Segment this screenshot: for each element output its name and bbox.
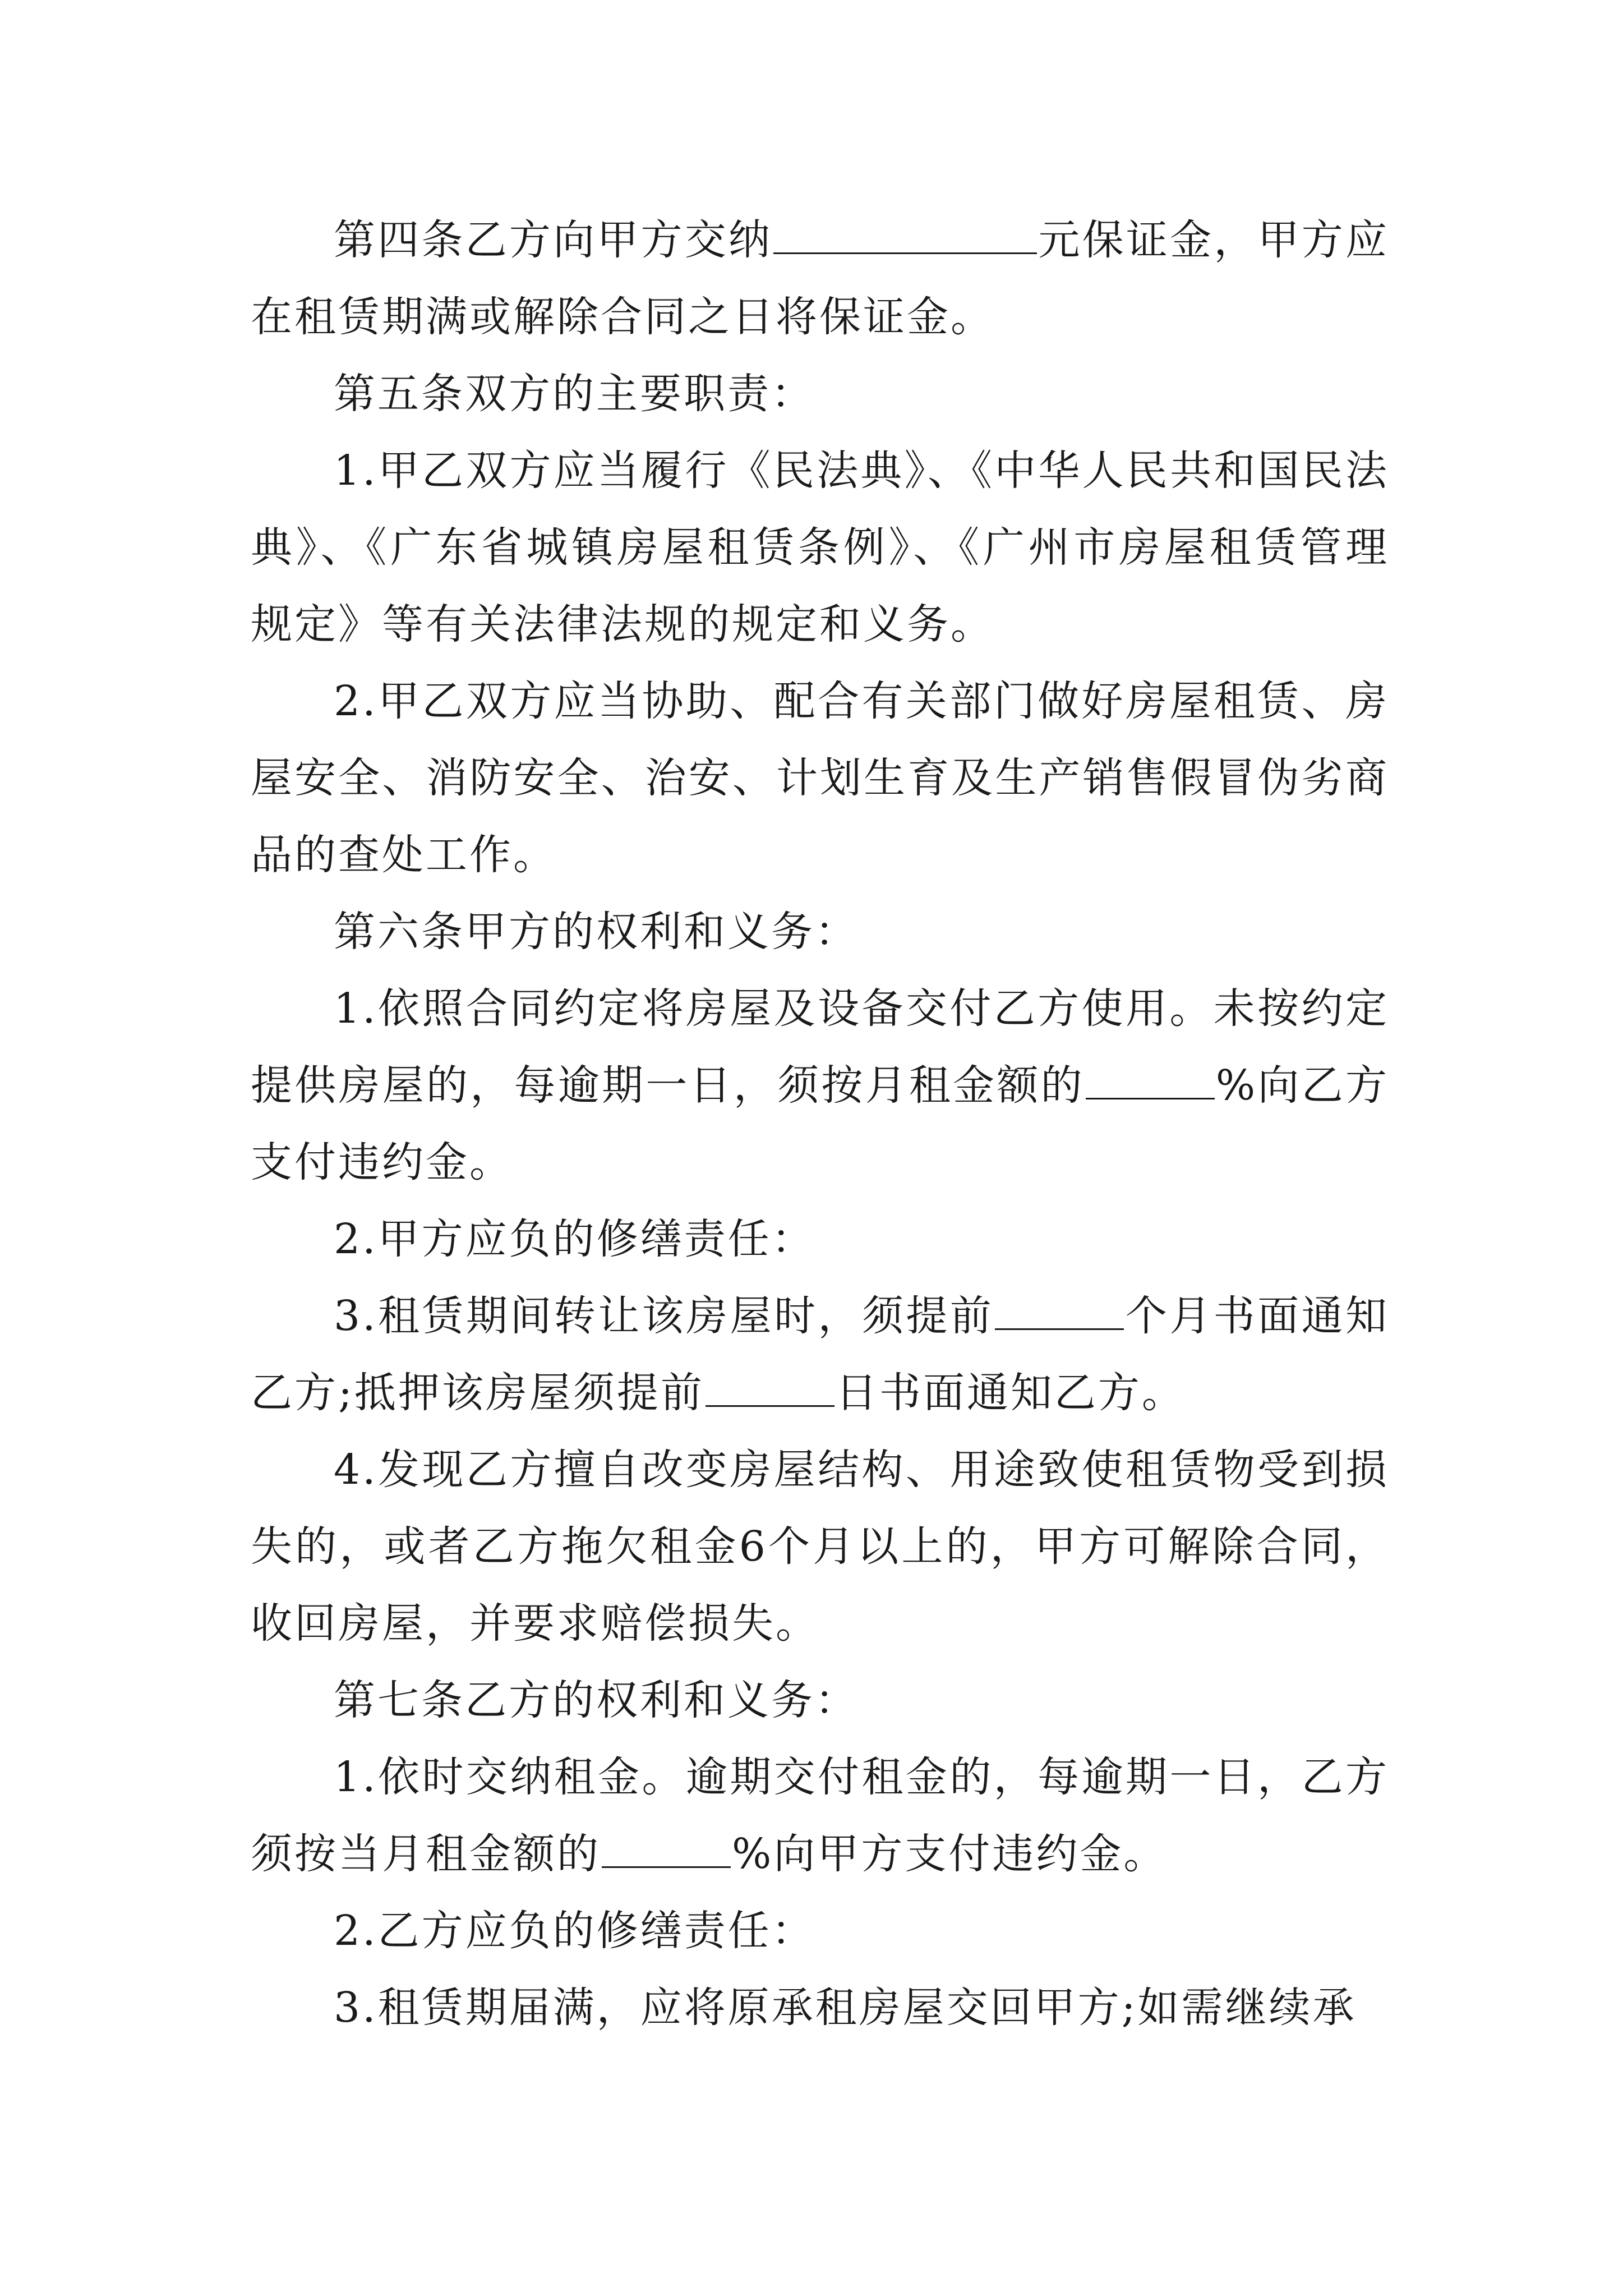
paragraph-text: 第七条乙方的权利和义务： <box>334 1676 859 1724</box>
paragraph-article-6-item-1 <box>251 970 1389 1201</box>
document-body <box>251 202 1389 2046</box>
heading-article-7 <box>251 1662 1389 1739</box>
paragraph-article-6-item-3 <box>251 1278 1389 1432</box>
paragraph-article-6-item-2 <box>251 1201 1389 1278</box>
paragraph-text: 1.依时交纳租金。逾期交付租金的，每逾期一日，乙方须按当月租金额的 <box>251 1753 1389 1878</box>
paragraph-text: 个月书面通知乙方;抵押该房屋须提前 <box>251 1292 1389 1417</box>
paragraph-text: %向乙方支付违约金。 <box>251 1061 1389 1186</box>
heading-article-5 <box>251 356 1389 432</box>
paragraph-article-6-item-4 <box>251 1432 1389 1662</box>
heading-article-6 <box>251 894 1389 970</box>
fill-in-blank[interactable] <box>602 1827 731 1868</box>
fill-in-blank[interactable] <box>773 213 1037 254</box>
paragraph-text: 3.租赁期间转让该房屋时，须提前 <box>334 1292 994 1340</box>
paragraph-text: 3.租赁期届满，应将原承租房屋交回甲方;如需继续承 <box>334 1984 1357 2032</box>
paragraph-text: 1.甲乙双方应当履行《民法典》、《中华人民共和国民法典》、《广东省城镇房屋租赁条例》、《广州市房屋租赁管理规定》等有关法律法规的规定和义务。 <box>251 447 1389 648</box>
paragraph-text: 日书面通知乙方。 <box>835 1369 1186 1417</box>
paragraph-text: 2.甲方应负的修缮责任： <box>334 1215 815 1263</box>
paragraph-text: 元保证金，甲方应在租赁期满或解除合同之日将保证金。 <box>251 216 1390 341</box>
paragraph-text: 第五条双方的主要职责： <box>334 370 815 418</box>
paragraph-text: 第四条乙方向甲方交纳 <box>334 216 773 264</box>
paragraph-article-5-item-1 <box>251 432 1389 663</box>
paragraph-text: 2.乙方应负的修缮责任： <box>334 1907 815 1955</box>
paragraph-article-5-item-2 <box>251 663 1389 894</box>
fill-in-blank[interactable] <box>706 1366 834 1407</box>
paragraph-article-7-item-2 <box>251 1893 1389 1970</box>
paragraph-text: %向甲方支付违约金。 <box>732 1830 1168 1878</box>
paragraph-article-4 <box>251 202 1389 356</box>
fill-in-blank[interactable] <box>995 1289 1124 1330</box>
paragraph-text: 2.甲乙双方应当协助、配合有关部门做好房屋租赁、房屋安全、消防安全、治安、计划生育及生产销售假冒伪劣商品的查处工作。 <box>251 677 1389 879</box>
paragraph-text: 1.依照合同约定将房屋及设备交付乙方使用。未按约定提供房屋的，每逾期一日，须按月租金额的 <box>251 984 1389 1110</box>
fill-in-blank[interactable] <box>1086 1059 1215 1099</box>
paragraph-article-7-item-3 <box>251 1970 1389 2046</box>
paragraph-text: 第六条甲方的权利和义务： <box>334 908 859 956</box>
paragraph-text: 4.发现乙方擅自改变房屋结构、用途致使租赁物受到损失的，或者乙方拖欠租金6个月以上的，甲方可解除合同，收回房屋，并要求赔偿损失。 <box>251 1446 1389 1648</box>
paragraph-article-7-item-1 <box>251 1739 1389 1893</box>
